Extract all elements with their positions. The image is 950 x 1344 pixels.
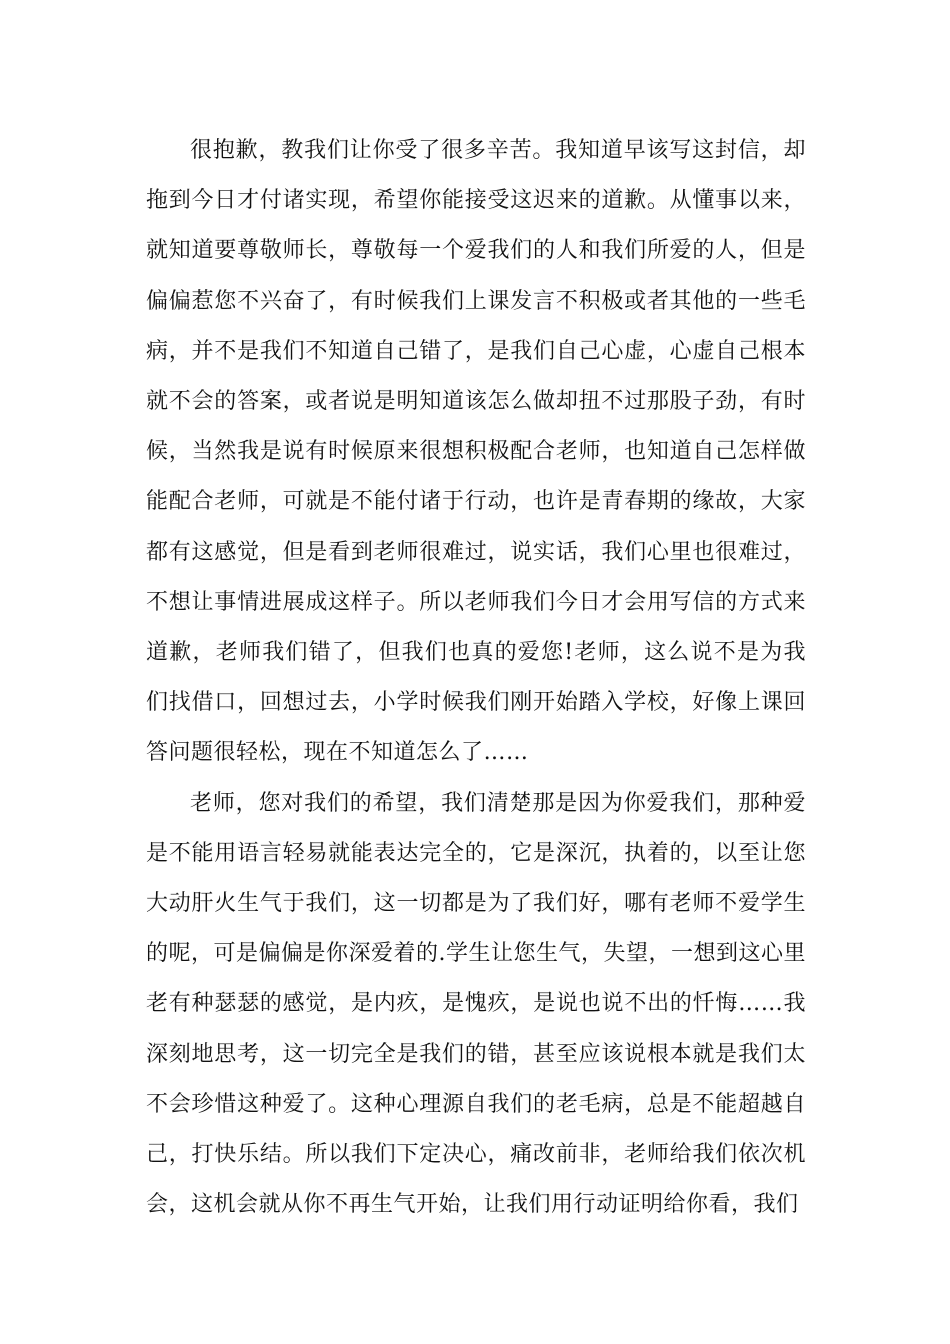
document-page [146, 126, 806, 1230]
paragraph-2: 老师，您对我们的希望，我们清楚那是因为你爱我们，那种爱是不能用语言轻易就能表达完全的，它是深沉，执着的，以至让您大动肝火生气于我们，这一切都是为了我们好，哪有老师不爱学生的呢，可是偏偏是你深爱着的.学生让您生气，失望，一想到这心里老有种瑟瑟的感觉，是内疚，是愧疚，是说也说不出的忏悔……我深刻地思考，这一切完全是我们的错，甚至应该说根本就是我们太不会珍惜这种爱了。这种心理源自我们的老毛病，总是不能超越自己，打快乐结。所以我们下定决心，痛改前非，老师给我们依次机会，这机会就从你不再生气开始，让我们用行动证明给你看，我们 [146, 790, 806, 1218]
paragraph-1: 很抱歉，教我们让你受了很多辛苦。我知道早该写这封信，却拖到今日才付诸实现，希望你能接受这迟来的道歉。从懂事以来，就知道要尊敬师长，尊敬每一个爱我们的人和我们所爱的人，但是偏偏惹您不兴奋了，有时候我们上课发言不积极或者其他的一些毛病，并不是我们不知道自己错了，是我们自己心虚，心虚自己根本就不会的答案，或者说是明知道该怎么做却扭不过那股子劲，有时候，当然我是说有时候原来很想积极配合老师，也知道自己怎样做能配合老师，可就是不能付诸于行动，也许是青春期的缘故，大家都有这感觉，但是看到老师很难过，说实话，我们心里也很难过，不想让事情进展成这样子。所以老师我们今日才会用写信的方式来道歉，老师我们错了，但我们也真的爱您!老师，这么说不是为我们找借口，回想过去，小学时候我们刚开始踏入学校，好像上课回答问题很轻松，现在不知道怎么了…… [146, 138, 806, 766]
